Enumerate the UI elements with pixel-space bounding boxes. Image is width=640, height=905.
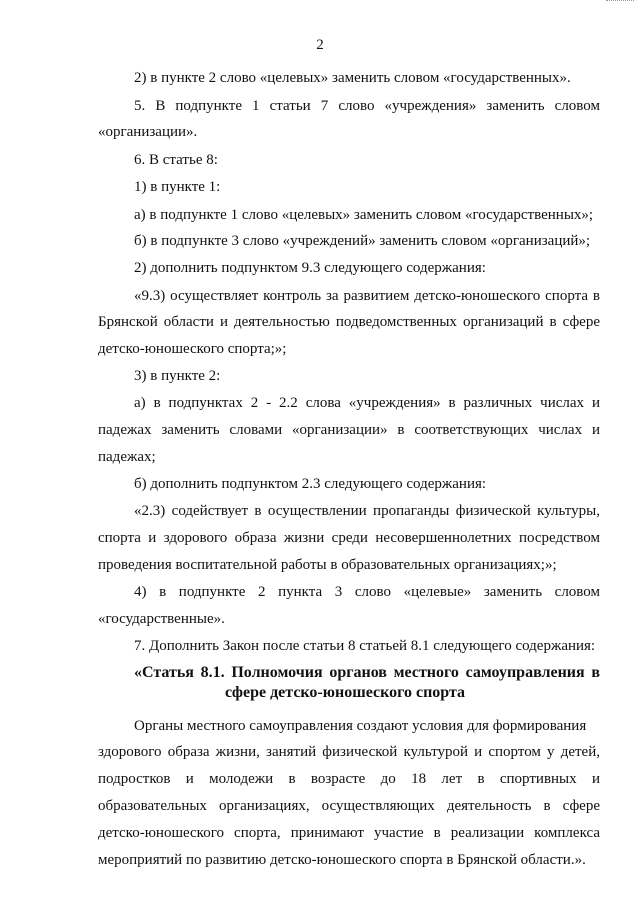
text-line: здорового образа жизни, занятий физической культурой и спортом у детей, <box>98 744 600 760</box>
text-line: 6. В статье 8: <box>134 152 218 168</box>
text-line: образовательных организациях, осуществляющих деятельность в сфере <box>98 798 600 814</box>
text-line: Органы местного самоуправления создают условия для формирования <box>134 718 587 734</box>
scan-corner-mark <box>606 0 634 4</box>
article-heading-line-1: «Статья 8.1. Полномочия органов местного самоуправления в <box>134 664 600 681</box>
page-number: 2 <box>316 37 324 53</box>
text-line: а) в подпункте 1 слово «целевых» заменить словом «государственных»; <box>134 207 594 223</box>
text-line: 5. В подпункте 1 статьи 7 слово «учреждения» заменить словом <box>134 98 600 114</box>
text-line: «организации». <box>98 124 198 140</box>
article-heading-line-2: сфере детско-юношеского спорта <box>225 684 466 701</box>
text-line: 2) дополнить подпунктом 9.3 следующего содержания: <box>134 260 486 276</box>
text-line: 3) в пункте 2: <box>134 368 221 384</box>
text-line: Брянской области и деятельностью подведомственных организаций в сфере <box>98 314 600 330</box>
text-line: 7. Дополнить Закон после статьи 8 статьей 8.1 следующего содержания: <box>134 638 596 654</box>
text-line: проведения воспитательной работы в образовательных организациях;»; <box>98 557 557 573</box>
text-line: падежах; <box>98 449 156 465</box>
text-line: «2.3) содействует в осуществлении пропаганды физической культуры, <box>134 503 600 519</box>
text-line: а) в подпунктах 2 - 2.2 слова «учреждения» в различных числах и <box>134 395 600 411</box>
text-line: б) дополнить подпунктом 2.3 следующего содержания: <box>134 476 487 492</box>
text-line: 2) в пункте 2 слово «целевых» заменить словом «государственных». <box>134 70 571 86</box>
text-line: детско-юношеского спорта, принимают участие в реализации комплекса <box>98 825 600 841</box>
text-line: «государственные». <box>98 611 225 627</box>
text-line: падежах заменить словами «организации» в соответствующих числах и <box>98 422 600 438</box>
text-line: б) в подпункте 3 слово «учреждений» заменить словом «организаций»; <box>134 233 591 249</box>
text-line: «9.3) осуществляет контроль за развитием детско-юношеского спорта в <box>134 288 600 304</box>
text-line: детско-юношеского спорта;»; <box>98 341 287 357</box>
text-line: спорта и здорового образа жизни среди несовершеннолетних посредством <box>98 530 600 546</box>
text-line: 1) в пункте 1: <box>134 179 221 195</box>
text-line: подростков и молодежи в возрасте до 18 лет в спортивных и <box>98 771 600 787</box>
text-line: 4) в подпункте 2 пункта 3 слово «целевые» заменить словом <box>134 584 600 600</box>
text-line: мероприятий по развитию детско-юношеского спорта в Брянской области.». <box>98 852 586 868</box>
